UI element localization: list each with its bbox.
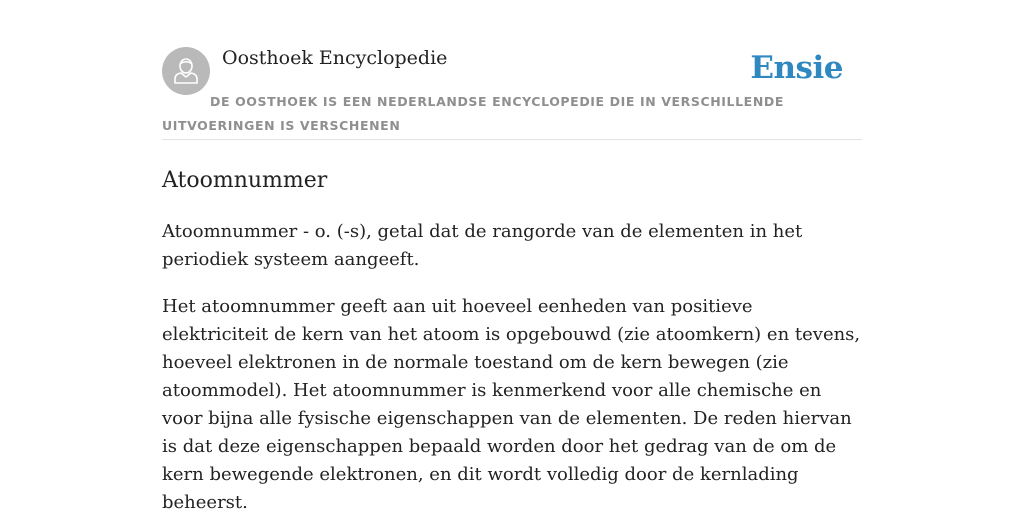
article-card — [162, 44, 862, 517]
source-description: DE OOSTHOEK IS EEN NEDERLANDSE ENCYCLOPEDIE DIE IN VERSCHILLENDE UITVOERINGEN IS VERSCHENEN — [162, 94, 784, 133]
brand-logo[interactable]: Ensie — [750, 50, 843, 86]
article-title: Atoomnummer — [162, 168, 328, 193]
source-header — [162, 44, 862, 140]
source-avatar[interactable] — [162, 47, 210, 95]
user-icon — [162, 47, 210, 95]
source-name[interactable]: Oosthoek Encyclopedie — [222, 47, 448, 69]
article-paragraph-definition: Atoomnummer - o. (-s), getal dat de rangorde van de elementen in het periodiek systeem aangeeft. — [162, 221, 803, 270]
article-paragraph-body: Het atoomnummer geeft aan uit hoeveel eenheden van positieve elektriciteit de kern van het atoom is opgebouwd (zie atoomkern) en tevens, hoeveel elektronen in de normale toestand om de kern bewegen (zie atoommodel). Het atoomnummer is kenmerkend voor alle chemische en voor bijna alle fysische eigenschappen van de elementen. De reden hiervan is dat deze eigenschappen bepaald worden door het gedrag van de om de kern bewegende elektronen, en dit wordt volledig door de kernlading beheerst. — [162, 296, 861, 513]
